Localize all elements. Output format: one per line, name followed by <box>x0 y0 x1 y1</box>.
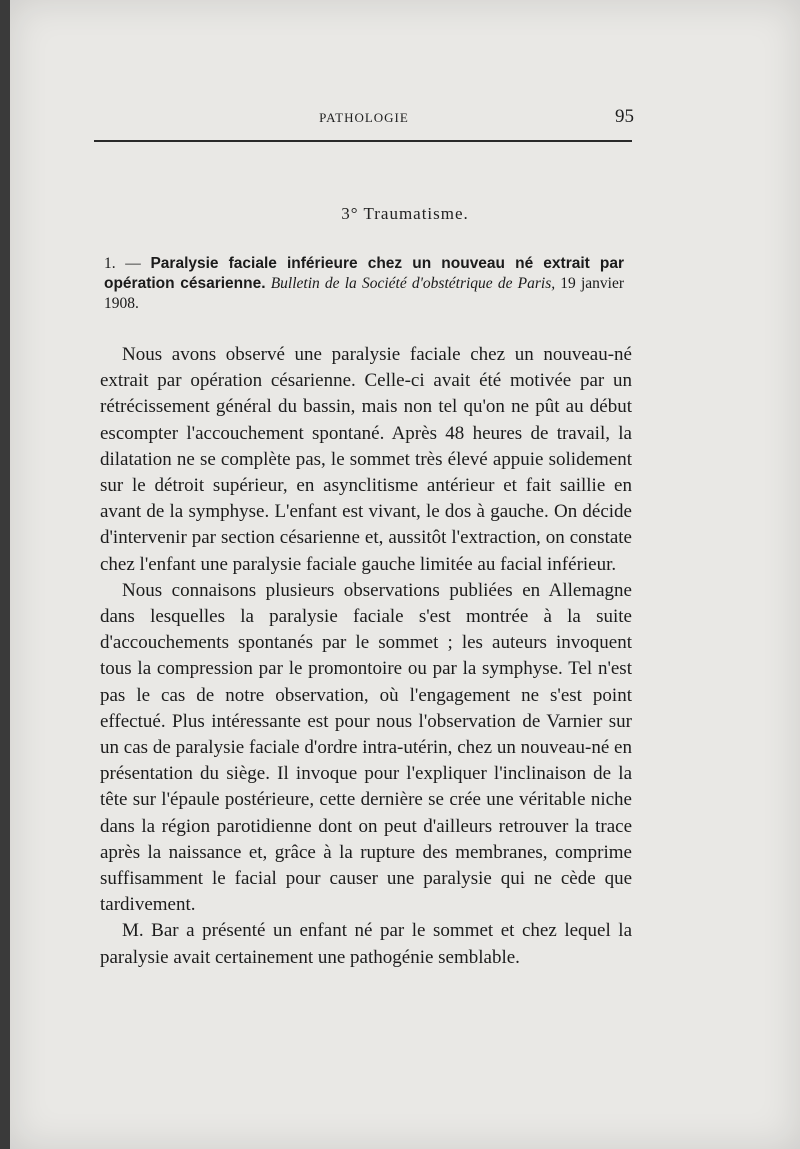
book-page <box>10 0 800 1149</box>
reference-journal: Bulletin de la Société d'obstétrique de Paris, <box>270 275 556 292</box>
paragraph: Nous avons observé une paralysie faciale chez un nouveau-né extrait par opération césarienne. Celle-ci avait été motivée par un rétrécissement général du bassin, mais non tel qu'on ne pût au début escompter l'accouchement spontané. Après 48 heures de travail, la dilatation ne se complète pas, le sommet très élevé appuie solidement sur le détroit supérieur, en asynclitisme antérieur et fait saillie en avant de la symphyse. L'enfant est vivant, le dos à gauche. On décide d'intervenir par section césarienne et, aussitôt l'extraction, on constate chez l'enfant une paralysie faciale gauche limitée au facial inférieur. <box>100 344 632 575</box>
body-text <box>100 342 632 971</box>
page-number: 95 <box>615 106 634 127</box>
reference-title: Paralysie faciale inférieure chez un nouveau né extrait par opération césarienne. <box>104 255 625 292</box>
reference-dash: — <box>125 255 141 272</box>
reference-number: 1. <box>104 255 116 272</box>
running-header <box>94 108 634 132</box>
paragraph: M. Bar a présenté un enfant né par le sommet et chez lequel la paralysie avait certainement une pathogénie semblable. <box>100 920 632 968</box>
bibliographic-reference <box>104 254 624 314</box>
header-rule <box>94 140 632 142</box>
running-title: PATHOLOGIE <box>319 110 409 125</box>
paragraph: Nous connaisons plusieurs observations publiées en Allemagne dans lesquelles la paralysie faciale s'est montrée à la suite d'accouchements spontanés par le sommet ; les auteurs invoquent tous la compression par le promontoire ou par la symphyse. Tel n'est pas le cas de notre observation, où l'engagement ne s'est point effectué. Plus intéressante est pour nous l'observation de Varnier sur un cas de paralysie faciale d'ordre intra-utérin, chez un nouveau-né en présentation du siège. Il invoque pour l'expliquer l'inclinaison de la tête sur l'épaule postérieure, cette dernière se crée une véritable niche dans la région parotidienne dont on peut d'ailleurs retrouver la trace après la naissance et, grâce à la rupture des membranes, comprime suffisamment le facial pour causer une paralysie qui ne cède que tardivement. <box>100 579 632 916</box>
reference-date: 19 janvier 1908. <box>104 275 624 312</box>
section-heading: 3° Traumatisme. <box>341 204 469 223</box>
